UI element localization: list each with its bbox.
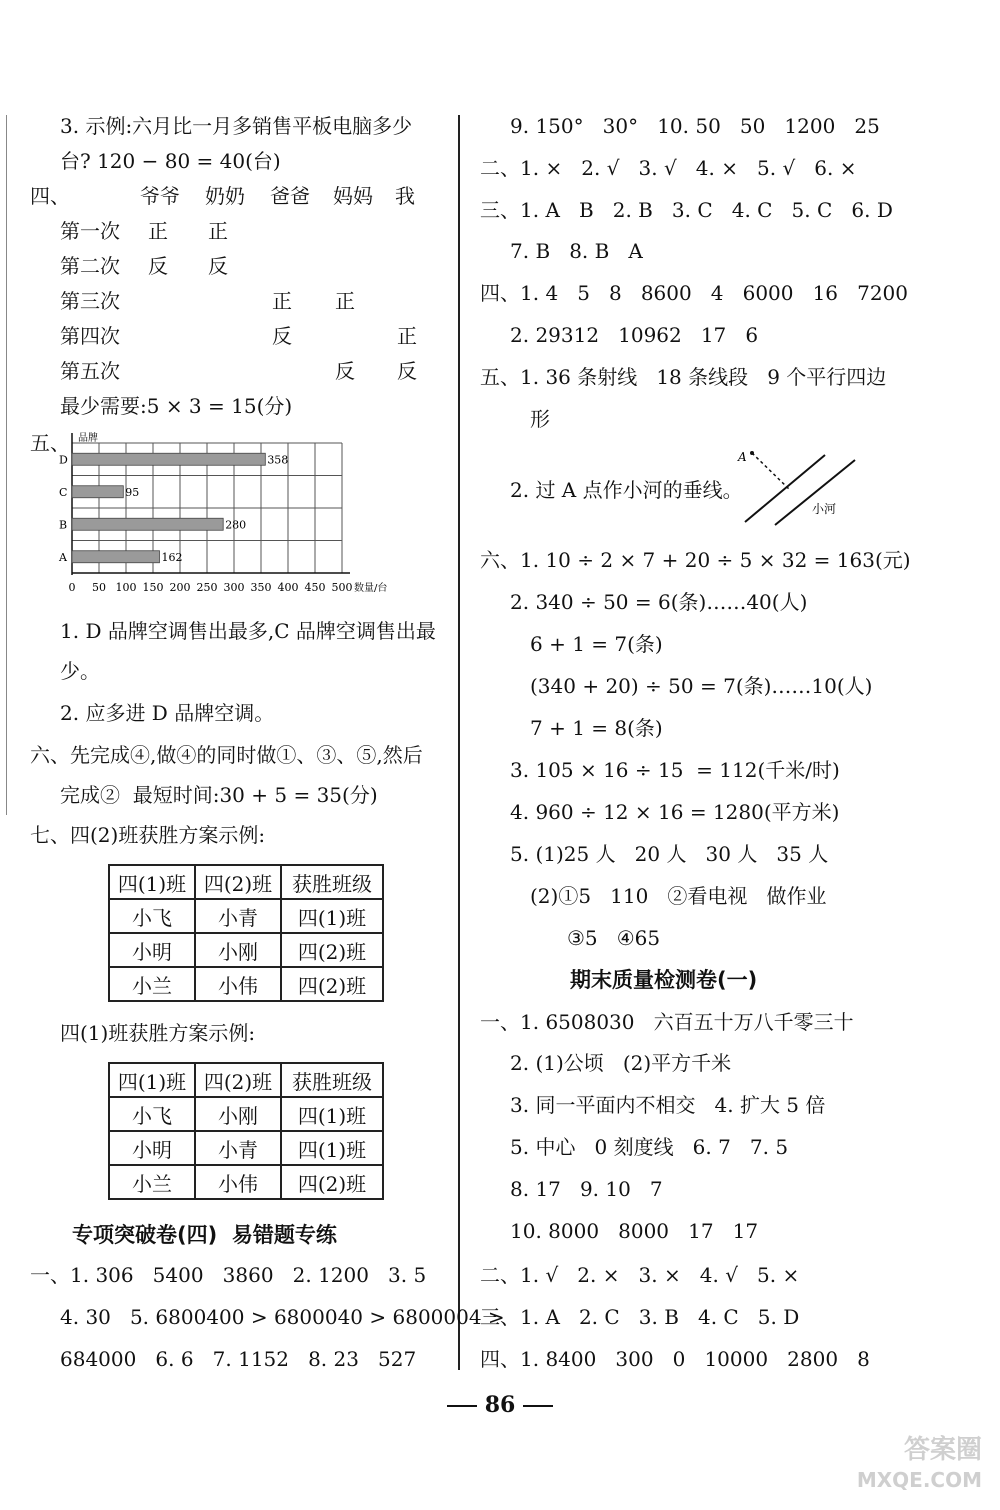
q3-line2: 台? 120 − 80 = 40(台) — [60, 149, 281, 173]
right-line11: 2. 340 ÷ 50 = 6(条)……40(人) — [510, 590, 808, 614]
s6-line1: 六、先完成④,做④的同时做①、③、⑤,然后 — [30, 743, 423, 767]
right-line7: 五、1. 36 条射线 18 条线段 9 个平行四边 — [480, 365, 887, 389]
right-line16: 4. 960 ÷ 12 × 16 = 1280(平方米) — [510, 800, 840, 824]
final-exam-title: 期末质量检测卷(一) — [570, 968, 758, 992]
x-tick-label: 400 — [277, 581, 299, 594]
category-label: C — [59, 485, 68, 499]
bar — [72, 486, 123, 498]
s7-title2: 四(1)班获胜方案示例: — [60, 1021, 256, 1045]
river-label: 小河 — [812, 502, 837, 516]
plan-table-1 — [108, 864, 384, 1002]
s5-answer-line3: 2. 应多进 D 品牌空调。 — [60, 701, 275, 725]
table-cell: 小明 — [109, 933, 195, 967]
special-line3: 684000 6. 6 7. 1152 8. 23 527 — [60, 1347, 417, 1371]
right-line15: 3. 105 × 16 ÷ 15 = 112(千米/时) — [510, 758, 840, 782]
right-line4: 7. B 8. B A — [510, 239, 643, 263]
table-cell: 小飞 — [109, 899, 195, 933]
bar-value-label: 162 — [161, 550, 183, 564]
table-cell: 四(1)班 — [281, 899, 383, 933]
final-line1: 一、1. 6508030 六百五十万八千零三十 — [480, 1010, 854, 1034]
x-tick-label: 100 — [115, 581, 137, 594]
plan-table-2 — [108, 1062, 384, 1200]
table-cell: 小青 — [195, 899, 281, 933]
category-label: A — [59, 550, 67, 564]
s6-line2: 完成② 最短时间:30 + 5 = 35(分) — [60, 783, 378, 807]
table-cell: 小明 — [109, 1131, 195, 1165]
round-label: 第四次 — [60, 324, 120, 348]
final-line2: 2. (1)公顷 (2)平方千米 — [510, 1051, 732, 1075]
table-header: 四(1)班 — [109, 865, 195, 899]
table-cell: 四(1)班 — [281, 1131, 383, 1165]
s7-title: 七、四(2)班获胜方案示例: — [30, 823, 266, 847]
perpendicular-dashed-line — [752, 453, 790, 490]
category-label: D — [59, 453, 68, 467]
x-axis-label: 数量/台 — [354, 583, 388, 594]
column-divider — [458, 115, 460, 1370]
toss-mark: 反 — [335, 359, 355, 383]
special-line1: 一、1. 306 5400 3860 2. 1200 3. 5 — [30, 1263, 427, 1287]
name-mom: 妈妈 — [333, 184, 373, 208]
name-me: 我 — [395, 184, 415, 208]
toss-mark: 正 — [148, 219, 168, 243]
table-cell: 四(1)班 — [281, 1097, 383, 1131]
bar — [72, 551, 159, 563]
final-line5: 8. 17 9. 10 7 — [510, 1177, 663, 1201]
final-line6: 10. 8000 8000 17 17 — [510, 1219, 759, 1243]
right-line5: 四、1. 4 5 8 8600 4 6000 16 7200 — [480, 281, 908, 305]
bar-value-label: 280 — [225, 518, 247, 532]
river-perpendicular-figure — [730, 445, 870, 535]
final-line4: 5. 中心 0 刻度线 6. 7 7. 5 — [510, 1135, 789, 1159]
x-tick-label: 300 — [223, 581, 245, 594]
x-tick-label: 200 — [169, 581, 191, 594]
watermark-text: 答案圈 — [903, 1435, 982, 1465]
right-line14: 7 + 1 = 8(条) — [530, 716, 663, 740]
name-grandma: 奶奶 — [205, 184, 245, 208]
brand-sales-bar-chart — [55, 425, 415, 605]
table-cell: 四(2)班 — [281, 1165, 383, 1199]
table-cell: 小兰 — [109, 1165, 195, 1199]
table-cell: 小伟 — [195, 1165, 281, 1199]
point-a — [750, 451, 754, 455]
table-cell: 四(2)班 — [281, 933, 383, 967]
final-line8: 三、1. A 2. C 3. B 4. C 5. D — [480, 1305, 800, 1329]
bar — [72, 453, 265, 465]
category-label: B — [59, 518, 68, 532]
left-margin-rule — [6, 115, 7, 815]
table-cell: 小青 — [195, 1131, 281, 1165]
bar-value-label: 358 — [267, 453, 289, 467]
q3-line1: 3. 示例:六月比一月多销售平板电脑多少 — [60, 114, 413, 138]
x-tick-label: 450 — [304, 581, 326, 594]
table-cell: 小飞 — [109, 1097, 195, 1131]
table-cell: 小兰 — [109, 967, 195, 1001]
x-tick-label: 250 — [196, 581, 218, 594]
special-line2: 4. 30 5. 6800400 > 6800040 > 6800004 > — [60, 1305, 505, 1329]
bar-value-label: 95 — [125, 485, 140, 499]
toss-mark: 正 — [208, 219, 228, 243]
round-label: 第一次 — [60, 219, 120, 243]
right-line9: 2. 过 A 点作小河的垂线。 — [510, 478, 743, 502]
toss-mark: 正 — [335, 289, 355, 313]
table-header: 四(2)班 — [195, 865, 281, 899]
right-line1: 9. 150° 30° 10. 50 50 1200 25 — [510, 114, 880, 138]
right-line10: 六、1. 10 ÷ 2 × 7 + 20 ÷ 5 × 32 = 163(元) — [480, 548, 911, 572]
right-line12: 6 + 1 = 7(条) — [530, 632, 663, 656]
right-line13: (340 + 20) ÷ 50 = 7(条)……10(人) — [530, 674, 873, 698]
y-axis-label: 品牌 — [78, 433, 98, 444]
round-label: 第二次 — [60, 254, 120, 278]
round-label: 第三次 — [60, 289, 120, 313]
x-tick-label: 350 — [250, 581, 272, 594]
table-header: 获胜班级 — [281, 1063, 383, 1097]
section-5-label: 五、 — [30, 431, 70, 455]
name-dad: 爸爸 — [270, 184, 310, 208]
bar — [72, 518, 223, 530]
right-line2: 二、1. × 2. √ 3. √ 4. × 5. √ 6. × — [480, 156, 857, 180]
x-tick-label: 50 — [92, 581, 106, 594]
table-cell: 小刚 — [195, 933, 281, 967]
s5-answer-line1: 1. D 品牌空调售出最多,C 品牌空调售出最 — [60, 619, 436, 643]
page-number-text: 86 — [484, 1392, 516, 1418]
toss-mark: 反 — [148, 254, 168, 278]
min-need: 最少需要:5 × 3 = 15(分) — [60, 394, 293, 418]
right-line8: 形 — [530, 407, 550, 431]
right-line19: ③5 ④65 — [567, 926, 661, 950]
page-number — [0, 1392, 1000, 1418]
toss-mark: 反 — [397, 359, 417, 383]
x-tick-label: 500 — [331, 581, 353, 594]
toss-mark: 反 — [208, 254, 228, 278]
table-header: 获胜班级 — [281, 865, 383, 899]
x-tick-label: 150 — [142, 581, 164, 594]
table-cell: 四(2)班 — [281, 967, 383, 1001]
right-line17: 5. (1)25 人 20 人 30 人 35 人 — [510, 842, 829, 866]
right-line18: (2)①5 110 ②看电视 做作业 — [530, 884, 827, 908]
right-line3: 三、1. A B 2. B 3. C 4. C 5. C 6. D — [480, 198, 893, 222]
watermark-domain: MXQE.COM — [856, 1468, 982, 1492]
name-grandpa: 爷爷 — [140, 184, 180, 208]
table-header: 四(2)班 — [195, 1063, 281, 1097]
watermark-logo — [822, 1435, 982, 1495]
table-cell: 小刚 — [195, 1097, 281, 1131]
toss-mark: 正 — [272, 289, 292, 313]
x-tick-label: 0 — [68, 581, 76, 594]
final-line7: 二、1. √ 2. × 3. × 4. √ 5. × — [480, 1263, 800, 1287]
table-header: 四(1)班 — [109, 1063, 195, 1097]
section-4-label: 四、 — [30, 184, 70, 208]
final-line9: 四、1. 8400 300 0 10000 2800 8 — [480, 1347, 870, 1371]
right-line6: 2. 29312 10962 17 6 — [510, 323, 759, 347]
toss-mark: 反 — [272, 324, 292, 348]
toss-mark: 正 — [397, 324, 417, 348]
s5-answer-line2: 少。 — [60, 659, 100, 683]
table-cell: 小伟 — [195, 967, 281, 1001]
final-line3: 3. 同一平面内不相交 4. 扩大 5 倍 — [510, 1093, 826, 1117]
special-section-title: 专项突破卷(四) 易错题专练 — [72, 1223, 337, 1247]
round-label: 第五次 — [60, 359, 120, 383]
point-a-label: A — [738, 450, 747, 464]
